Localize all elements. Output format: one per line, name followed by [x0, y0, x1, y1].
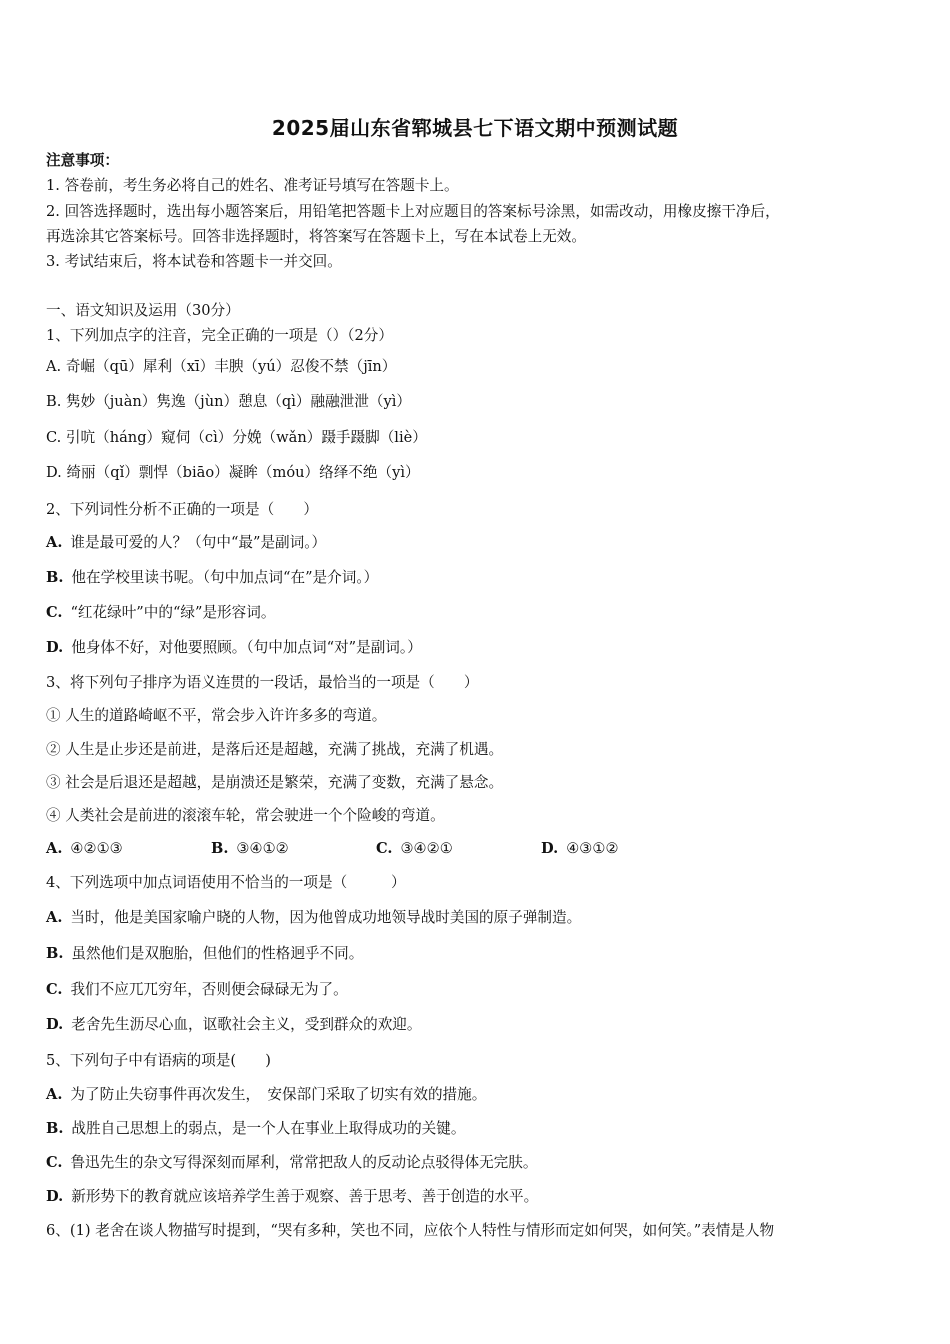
question-option [46, 1015, 421, 1035]
question-option [376, 839, 541, 859]
question-option [46, 1153, 537, 1173]
option-label: D. [541, 840, 559, 857]
option-label: D. [46, 1188, 64, 1205]
option-text: ③④②① [400, 840, 453, 857]
question-stem: 6、(1) 老舍在谈人物描写时提到，“哭有多种，笑也不同，应依个人特性与情形而定如何哭，如何笑。”表情是人物 [46, 1222, 775, 1239]
option-text: ③④①② [236, 840, 289, 857]
section-heading: 一、语文知识及运用（30分） [46, 302, 240, 319]
question-stem: 3、将下列句子排序为语义连贯的一段话，最恰当的一项是（ ） [46, 674, 479, 691]
option-text: 我们不应兀兀穷年，否则便会碌碌无为了。 [70, 981, 348, 998]
option-text: 他在学校里读书呢。（句中加点词“在”是介词。） [71, 569, 379, 586]
sentence-item: ③ 社会是后退还是超越，是崩溃还是繁荣，充满了变数，充满了悬念。 [46, 774, 504, 791]
question-option [46, 568, 378, 588]
option-label: D. [46, 1016, 64, 1033]
option-label: A. [46, 840, 63, 857]
question-option [211, 839, 376, 859]
option-label: B. [46, 945, 64, 962]
question-option [46, 533, 326, 553]
option-label: A. [46, 909, 63, 926]
option-text: 鲁迅先生的杂文写得深刻而犀利，常常把敌人的反动论点驳得体无完肤。 [70, 1154, 538, 1171]
option-text: “红花绿叶”中的“绿”是形容词。 [70, 604, 276, 621]
notice-item: 2. 回答选择题时，选出每小题答案后，用铅笔把答题卡上对应题目的答案标号涂黑，如需改动，用橡皮擦干净后， [46, 203, 780, 220]
notice-item: 1. 答卷前，考生务必将自己的姓名、准考证号填写在答题卡上。 [46, 177, 459, 194]
option-label: B. [46, 1120, 64, 1137]
option-text: 他身体不好，对他要照顾。（句中加点词“对”是副词。） [71, 639, 422, 656]
question-option [46, 638, 422, 658]
option-text: ④③①② [566, 840, 619, 857]
sentence-item: ① 人生的道路崎岖不平，常会步入许许多多的弯道。 [46, 707, 387, 724]
option-text: 谁是最可爱的人？（句中“最”是副词。） [70, 534, 327, 551]
option-label: C. [376, 840, 393, 857]
question-stem: 4、下列选项中加点词语使用不恰当的一项是（ ） [46, 874, 406, 891]
sentence-item: ④ 人类社会是前进的滚滚车轮，常会驶进一个个险峻的弯道。 [46, 807, 445, 824]
option-text: ④②①③ [70, 840, 123, 857]
question-stem: 2、下列词性分析不正确的一项是（ ） [46, 501, 318, 518]
page-title: 2025届山东省郓城县七下语文期中预测试题 [271, 116, 679, 140]
option-label: D. [46, 639, 64, 656]
option-label: C. [46, 604, 63, 621]
option-label: C. [46, 981, 63, 998]
option-text: 为了防止失窃事件再次发生， 安保部门采取了切实有效的措施。 [70, 1086, 487, 1103]
option-label: B. [46, 569, 64, 586]
question-option [46, 980, 348, 1000]
notice-item: 3. 考试结束后，将本试卷和答题卡一并交回。 [46, 253, 342, 270]
option-text: 战胜自己思想上的弱点，是一个人在事业上取得成功的关键。 [71, 1120, 466, 1137]
option-label: C. [46, 1154, 63, 1171]
option-text: 虽然他们是双胞胎，但他们的性格迥乎不同。 [71, 945, 364, 962]
question-option [46, 603, 275, 623]
option-text: 老舍先生沥尽心血，讴歌社会主义，受到群众的欢迎。 [71, 1016, 422, 1033]
question-option: C. 引吭（háng）窥伺（cì）分娩（wǎn）蹑手蹑脚（liè） [46, 429, 427, 446]
question-option [46, 944, 363, 964]
question-option: D. 绮丽（qǐ）剽悍（biāo）凝眸（móu）络绎不绝（yì） [46, 464, 420, 481]
question-option [541, 839, 706, 859]
sentence-item: ② 人生是止步还是前进，是落后还是超越，充满了挑战，充满了机遇。 [46, 741, 504, 758]
q3-options-row [46, 839, 706, 859]
option-text: 新形势下的教育就应该培养学生善于观察、善于思考、善于创造的水平。 [71, 1188, 539, 1205]
option-label: A. [46, 1086, 63, 1103]
question-option: A. 奇崛（qū）犀利（xī）丰腴（yú）忍俊不禁（jīn） [46, 358, 397, 375]
option-label: A. [46, 534, 63, 551]
question-stem: 1、下列加点字的注音，完全正确的一项是（）（2分） [46, 327, 393, 344]
question-option [46, 1187, 538, 1207]
question-option: B. 隽妙（juàn）隽逸（jùn）憩息（qì）融融泄泄（yì） [46, 393, 411, 410]
question-stem: 5、下列句子中有语病的项是( ) [46, 1052, 271, 1069]
option-label: B. [211, 840, 229, 857]
question-option [46, 839, 211, 859]
question-option [46, 1119, 465, 1139]
question-option [46, 1085, 486, 1105]
question-option [46, 908, 581, 928]
option-text: 当时，他是美国家喻户晓的人物，因为他曾成功地领导战时美国的原子弹制造。 [70, 909, 582, 926]
notice-item: 再选涂其它答案标号。回答非选择题时，将答案写在答题卡上，写在本试卷上无效。 [46, 228, 586, 245]
notice-heading: 注意事项： [46, 152, 119, 169]
